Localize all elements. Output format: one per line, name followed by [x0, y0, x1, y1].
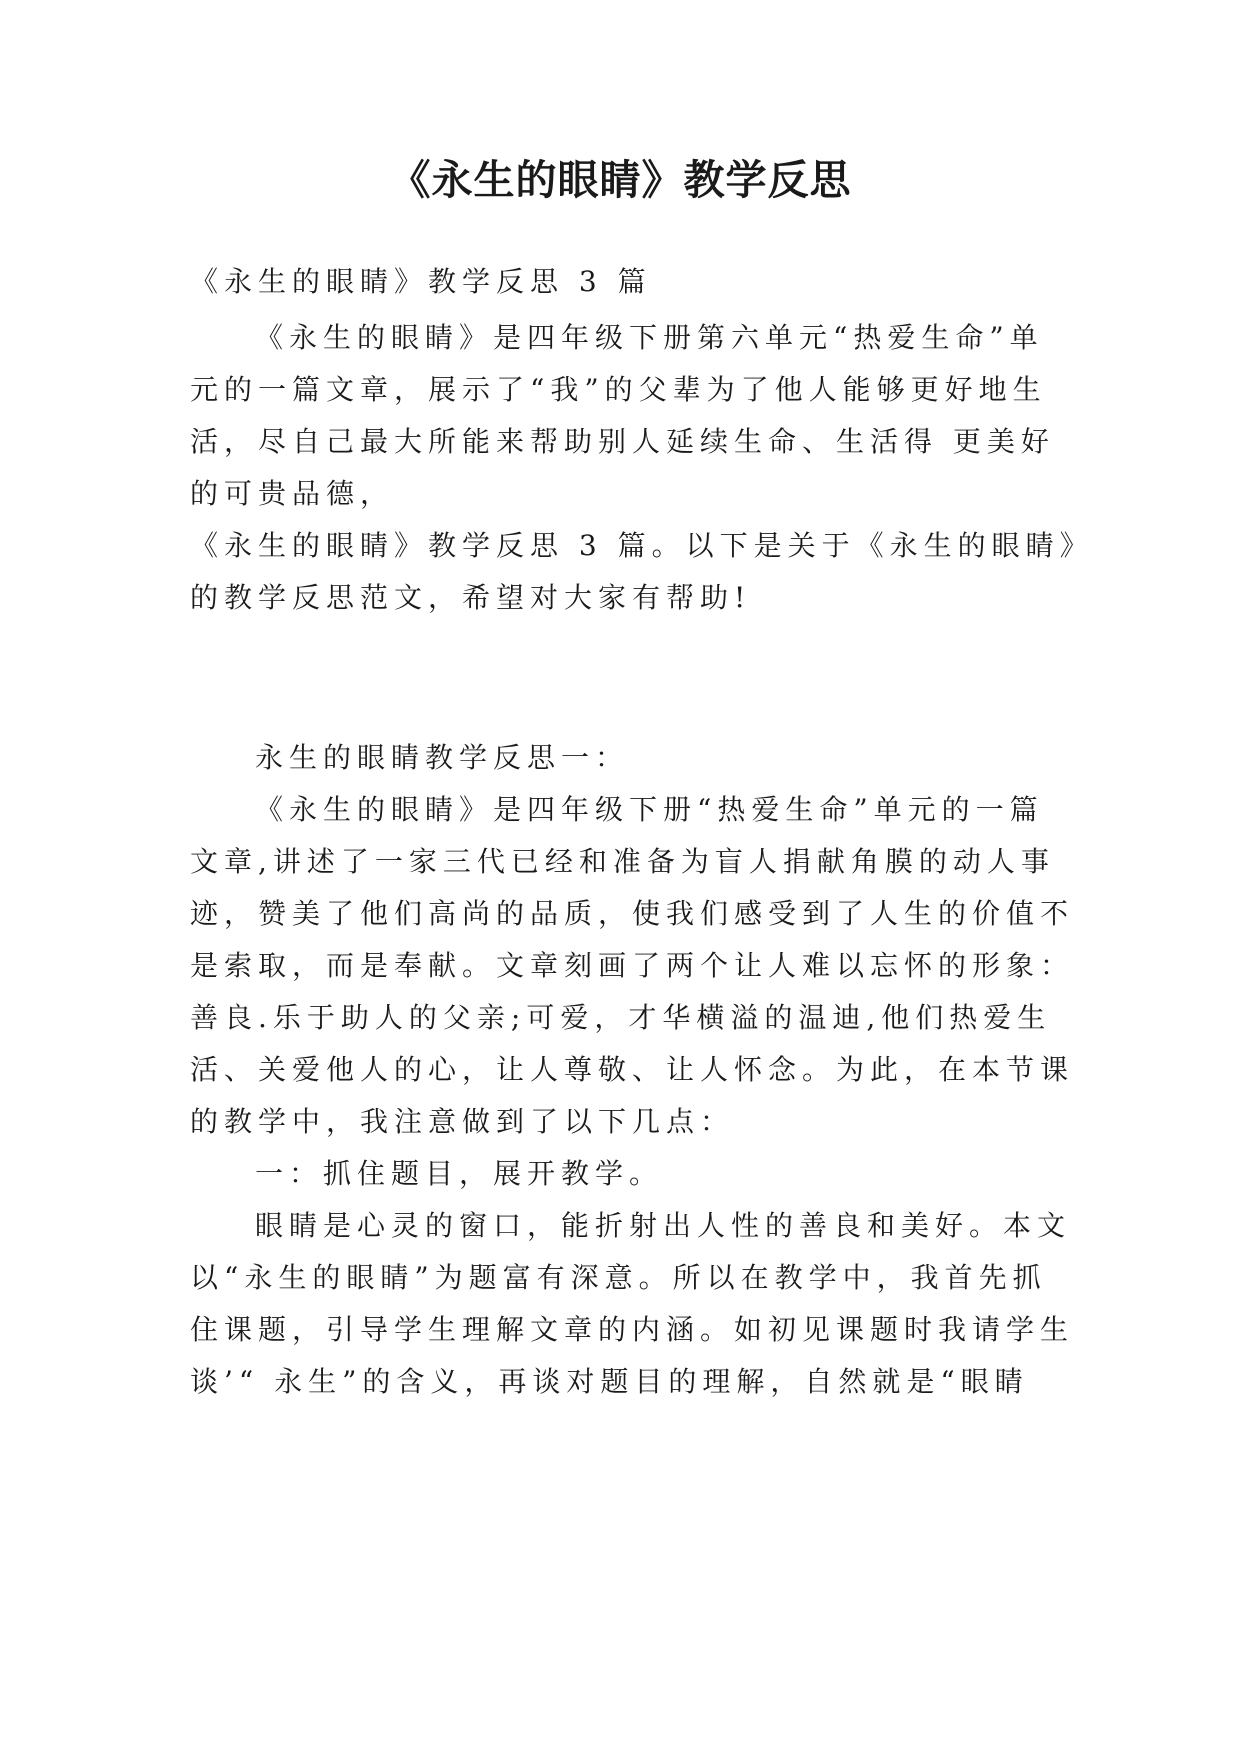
point-heading: 一：抓住题目，展开教学。 [255, 1157, 664, 1190]
paragraph-line: 的教学反思范文，希望对大家有帮助! [190, 581, 752, 614]
paragraph-line: 《永生的眼睛》是四年级下册“热爱生命”单元的一篇 [255, 793, 1044, 826]
section-heading: 永生的眼睛教学反思一： [255, 741, 630, 774]
paragraph-line: 是索取，而是奉献。文章刻画了两个让人难以忘怀的形象： [190, 949, 1075, 982]
paragraph-line: 活、关爱他人的心，让人尊敬、让人怀念。为此，在本节课 [190, 1053, 1075, 1086]
paragraph-line: 以“永生的眼睛”为题富有深意。所以在教学中，我首先抓 [190, 1261, 1047, 1294]
paragraph-line: 住课题，引导学生理解文章的内涵。如初见课题时我请学生 [190, 1313, 1075, 1346]
subtitle-line: 《永生的眼睛》教学反思 3 篇 [190, 265, 652, 298]
document-title: 《永生的眼睛》教学反思 [389, 156, 852, 204]
paragraph-line: 的可贵品德， [190, 477, 395, 510]
paragraph-line: 眼睛是心灵的窗口，能折射出人性的善良和美好。本文 [255, 1209, 1072, 1242]
paragraph-line: 的教学中，我注意做到了以下几点： [190, 1105, 735, 1138]
paragraph-line: 《永生的眼睛》教学反思 3 篇。以下是关于《永生的眼睛》 [190, 529, 1094, 562]
paragraph-line: 谈’“ 永生”的含义，再谈对题目的理解，自然就是“眼睛 [190, 1365, 1029, 1398]
paragraph-line: 文章,讲述了一家三代已经和准备为盲人捐献角膜的动人事 [190, 845, 1055, 878]
paragraph-line: 元的一篇文章，展示了“我”的父辈为了他人能够更好地生 [190, 373, 1047, 406]
paragraph-line: 活，尽自己最大所能来帮助别人延续生命、生活得 更美好 [190, 425, 1055, 458]
paragraph-line: 《永生的眼睛》是四年级下册第六单元“热爱生命”单 [255, 321, 1044, 354]
paragraph-line: 迹，赞美了他们高尚的品质，使我们感受到了人生的价值不 [190, 897, 1075, 930]
paragraph-line: 善良.乐于助人的父亲;可爱，才华横溢的温迪,他们热爱生 [190, 1001, 1052, 1034]
